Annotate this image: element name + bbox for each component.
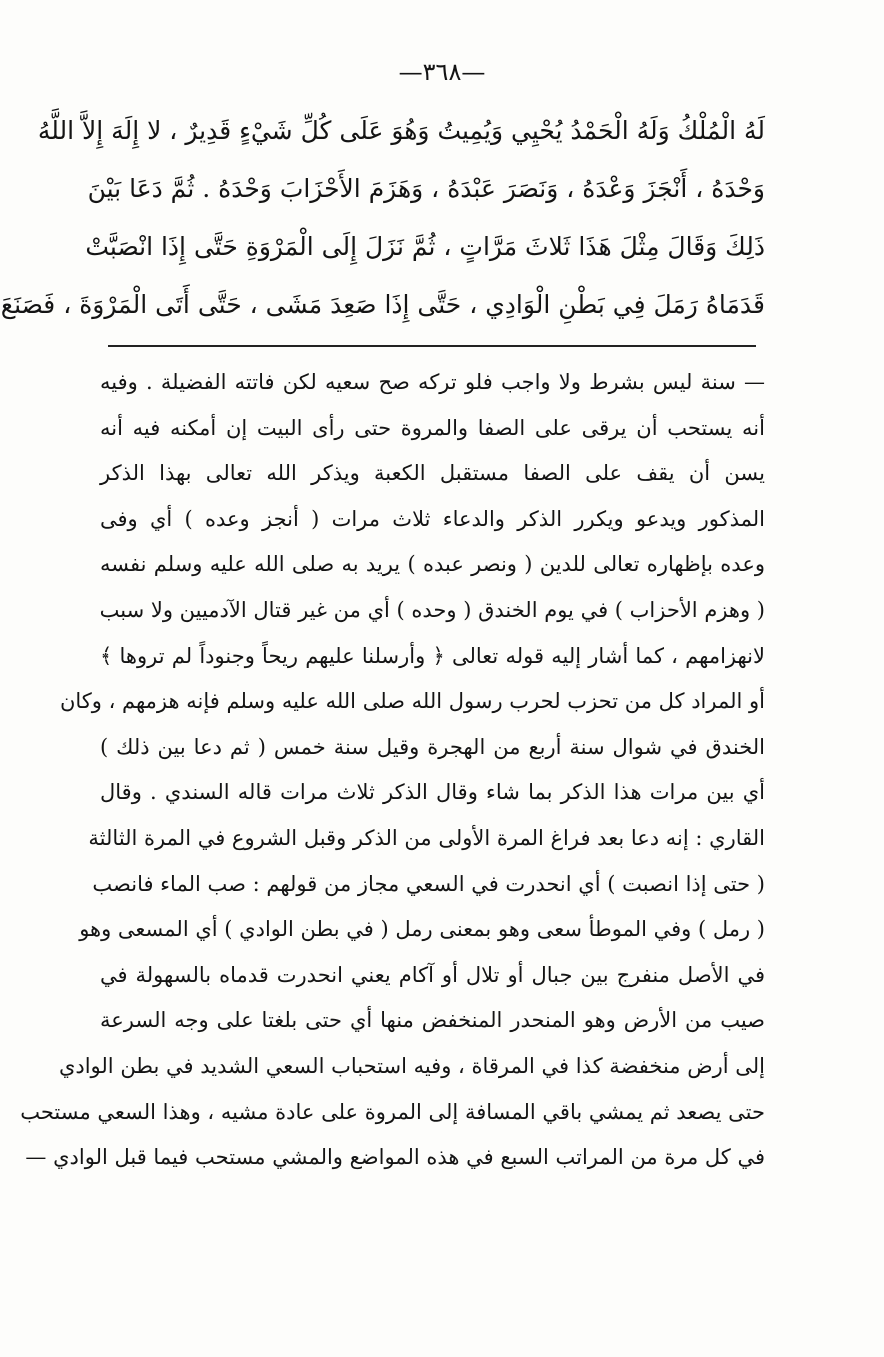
commentary-notes — [20, 360, 765, 1181]
page-number: —٣٦٨— — [398, 58, 486, 86]
note-line: صيب من الأرض وهو المنحدر المنخفض منها أي حتى بلغتا على وجه السرعة — [100, 1008, 765, 1033]
note-line: — سنة ليس بشرط ولا واجب فلو تركه صح سعيه لكن فاتته الفضيلة . وفيه — [100, 370, 765, 394]
note-line: الخندق في شوال سنة أربع من الهجرة وقيل سنة خمس ( ثم دعا بين ذلك ) — [100, 734, 765, 759]
hadith-line: ذَلِكَ وَقَالَ مِثْلَ هَذَا ثَلاثَ مَرَّاتٍ ، ثُمَّ نَزَلَ إِلَى الْمَرْوَةِ حَتَّى إِذَا انْصَبَّتْ — [85, 232, 765, 261]
note-line: ( رمل ) وفي الموطأ سعى وهو بمعنى رمل ( في بطن الوادي ) أي المسعى وهو — [79, 917, 765, 942]
hadith-text — [0, 102, 765, 334]
note-line: ( وهزم الأحزاب ) في يوم الخندق ( وحده ) أي من غير قتال الآدميين ولا سبب — [99, 597, 765, 622]
hadith-line: لَهُ الْمُلْكُ وَلَهُ الْحَمْدُ يُحْيِي وَيُمِيتُ وَهُوَ عَلَى كُلِّ شَيْءٍ قَدِيرٌ ، لا إِلَهَ إِلاَّ اللَّهُ — [37, 116, 765, 145]
note-line: أي بين مرات هذا الذكر بما شاء وقال الذكر ثلاث مرات قاله السندي . وقال — [100, 780, 765, 805]
note-line: أنه يستحب أن يرقى على الصفا والمروة حتى رأى البيت إن أمكنه فيه أنه — [100, 415, 765, 440]
separator-rule — [108, 345, 756, 347]
note-line: المذكور ويدعو ويكرر الذكر والدعاء ثلاث مرات ( أنجز وعده ) أي وفى — [100, 506, 765, 531]
note-line: في الأصل منفرج بين جبال أو تلال أو آكام يعني انحدرت قدماه بالسهولة في — [100, 962, 765, 987]
note-line: أو المراد كل من تحزب لحرب رسول الله صلى الله عليه وسلم فإنه هزمهم ، وكان — [59, 689, 765, 714]
note-line: في كل مرة من المراتب السبع في هذه المواضع والمشي مستحب فيما قبل الوادي — — [25, 1145, 765, 1170]
note-line: وعده بإظهاره تعالى للدين ( ونصر عبده ) يريد به صلى الله عليه وسلم نفسه — [100, 552, 765, 577]
note-line: لانهزامهم ، كما أشار إليه قوله تعالى ﴿ وأرسلنا عليهم ريحاً وجنوداً لم تروها ﴾ — [100, 643, 765, 668]
hadith-line: قَدَمَاهُ رَمَلَ فِي بَطْنِ الْوَادِي ، حَتَّى إِذَا صَعِدَ مَشَى ، حَتَّى أَتَى الْمَرْوَةَ ، فَصَنَعَ — [0, 290, 765, 319]
note-line: ( حتى إذا انصبت ) أي انحدرت في السعي مجاز من قولهم : صب الماء فانصب — [92, 871, 765, 896]
note-line: حتى يصعد ثم يمشي باقي المسافة إلى المروة على عادة مشيه ، وهذا السعي مستحب — [20, 1099, 765, 1124]
note-line: إلى أرض منخفضة كذا في المرقاة ، وفيه استحباب السعي الشديد في بطن الوادي — [58, 1053, 765, 1078]
note-line: يسن أن يقف على الصفا مستقبل الكعبة ويذكر الله تعالى بهذا الذكر — [100, 461, 765, 486]
note-line: القاري : إنه دعا بعد فراغ المرة الأولى من الذكر وقبل الشروع في المرة الثالثة — [88, 825, 765, 850]
hadith-line: وَحْدَهُ ، أَنْجَزَ وَعْدَهُ ، وَنَصَرَ عَبْدَهُ ، وَهَزَمَ الأَحْزَابَ وَحْدَهُ . ثُمَّ دَعَا بَيْنَ — [87, 174, 765, 203]
